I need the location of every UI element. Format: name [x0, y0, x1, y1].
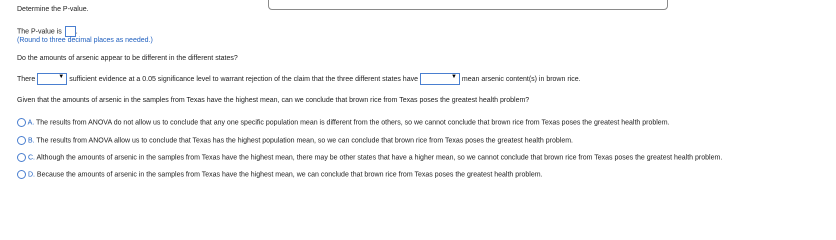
option-a-text: The results from ANOVA do not allow us to conclude that any one specific population mean is different from the others, so we cannot conclude that brown rice from Texas poses the greatest health problem. — [36, 119, 670, 127]
determine-pvalue-label: Determine the P-value. — [17, 6, 89, 13]
option-c-letter: C. — [27, 154, 35, 162]
difference-question: Do the amounts of arsenic appear to be different in the different states? — [17, 55, 238, 62]
there-label: There — [17, 75, 36, 83]
sufficient-dropdown[interactable] — [37, 73, 67, 85]
conclusion-question: Given that the amounts of arsenic in the samples from Texas have the highest mean, can we conclude that brown rice from Texas poses the greatest health problem? — [17, 97, 530, 104]
data-panel-box — [268, 0, 668, 10]
option-b-letter: B. — [27, 137, 35, 145]
equality-dropdown[interactable] — [420, 73, 460, 85]
pvalue-input[interactable] — [65, 26, 76, 37]
sufficient-text: sufficient evidence at a 0.05 significance level to warrant rejection of the claim that the three different states have — [69, 75, 418, 83]
dropdown-arrow-icon: ▼ — [450, 74, 457, 80]
pvalue-prefix: The P-value is — [17, 28, 62, 36]
period: . — [75, 28, 78, 36]
option-d-letter: D. — [27, 171, 35, 179]
evidence-row — [17, 73, 581, 85]
radio-b-icon[interactable] — [17, 136, 26, 145]
option-c[interactable] — [17, 153, 722, 162]
dropdown-arrow-icon: ▼ — [58, 74, 65, 80]
pvalue-row — [17, 26, 78, 37]
option-b[interactable] — [17, 136, 573, 145]
radio-d-icon[interactable] — [17, 170, 26, 179]
option-c-text: Although the amounts of arsenic in the samples from Texas have the highest mean, there may be other states that have a higher mean, so we cannot conclude that brown rice from Texas poses the greatest health problem. — [36, 154, 723, 162]
option-d-text: Because the amounts of arsenic in the samples from Texas have the highest mean, we can conclude that brown rice from Texas poses the greatest health problem. — [36, 171, 543, 179]
round-hint: (Round to three decimal places as needed.) — [17, 37, 153, 44]
radio-a-icon[interactable] — [17, 118, 26, 127]
option-d[interactable] — [17, 170, 542, 179]
radio-c-icon[interactable] — [17, 153, 26, 162]
option-b-text: The results from ANOVA allow us to conclude that Texas has the highest population mean, so we can conclude that brown rice from Texas poses the greatest health problem. — [36, 137, 573, 145]
option-a[interactable] — [17, 118, 669, 127]
mean-content-text: mean arsenic content(s) in brown rice. — [461, 75, 581, 83]
option-a-letter: A. — [27, 119, 35, 127]
